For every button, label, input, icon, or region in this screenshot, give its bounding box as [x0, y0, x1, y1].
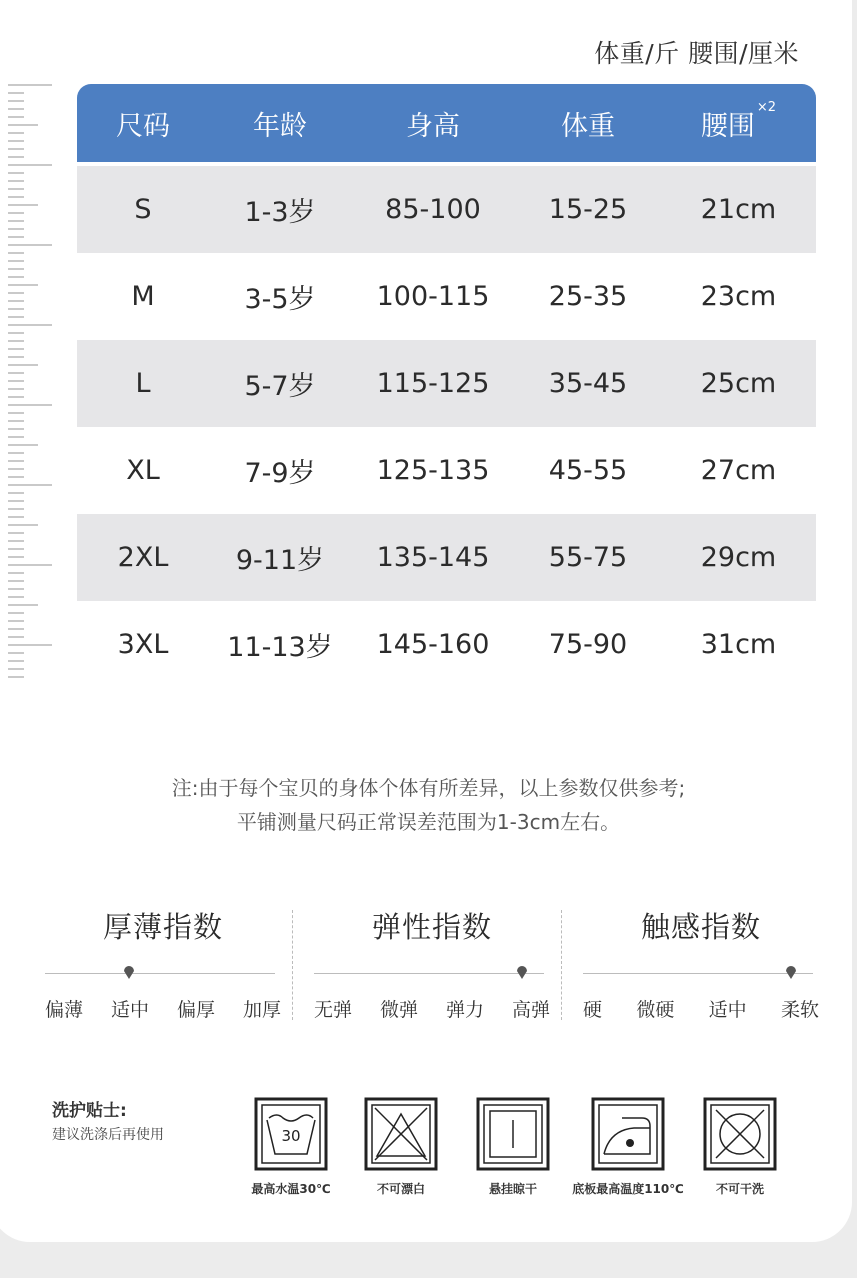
ruler-tick	[8, 332, 24, 334]
cell-size: XL	[126, 455, 160, 486]
size-table	[77, 84, 816, 688]
ruler-tick	[8, 484, 52, 486]
index-labels	[314, 995, 550, 1022]
index-marker-icon	[786, 965, 796, 979]
ruler-tick	[8, 244, 52, 246]
ruler-tick	[8, 300, 24, 302]
ruler-tick	[8, 460, 24, 462]
ruler-tick	[8, 532, 24, 534]
care-item-no-dry-clean	[680, 1096, 800, 1197]
index-label: 弹力	[445, 999, 484, 1021]
ruler-tick	[8, 308, 24, 310]
header-size: 尺码	[116, 110, 170, 142]
ruler-tick	[8, 524, 38, 526]
care-label: 不可漂白	[376, 1182, 425, 1196]
iron-icon	[590, 1096, 666, 1172]
table-body	[77, 166, 816, 688]
ruler-tick	[8, 588, 24, 590]
ruler-tick	[8, 516, 24, 518]
cell-weight: 75-90	[548, 629, 628, 660]
ruler-tick	[8, 356, 24, 358]
no-bleach-icon	[363, 1096, 439, 1172]
ruler-tick	[8, 100, 24, 102]
ruler-tick	[8, 140, 24, 142]
ruler-tick	[8, 412, 24, 414]
ruler-tick	[8, 468, 24, 470]
ruler-tick	[8, 108, 24, 110]
thickness-index-title: 厚薄指数	[102, 910, 223, 944]
care-item-wash	[231, 1096, 351, 1197]
cell-size: 3XL	[117, 629, 169, 660]
header-weight: 体重	[561, 110, 615, 142]
cell-waist: 25cm	[700, 368, 777, 399]
cell-age: 3-5岁	[244, 284, 316, 315]
ruler-tick	[8, 492, 24, 494]
ruler-tick	[8, 220, 24, 222]
header-waist-label: 腰围	[700, 110, 755, 142]
index-label: 高弹	[511, 999, 550, 1021]
cell-age: 11-13岁	[227, 632, 333, 663]
care-label: 最高水温30℃	[251, 1182, 331, 1196]
ruler-tick	[8, 84, 52, 86]
ruler-tick	[8, 580, 24, 582]
index-label: 适中	[708, 999, 747, 1021]
index-labels	[583, 995, 819, 1022]
index-label: 柔软	[780, 999, 819, 1021]
no-dry-clean-icon	[702, 1096, 778, 1172]
ruler-tick	[8, 116, 24, 118]
softness-index	[583, 905, 819, 1021]
care-subtitle: 建议洗涤后再使用	[52, 1127, 164, 1143]
ruler-tick	[8, 292, 24, 294]
ruler-tick	[8, 316, 24, 318]
index-scale-line	[45, 973, 275, 974]
ruler-tick	[8, 260, 24, 262]
index-separator	[292, 910, 293, 1020]
ruler-tick	[8, 172, 24, 174]
ruler-tick	[8, 396, 24, 398]
ruler-tick	[8, 228, 24, 230]
index-labels	[45, 995, 281, 1022]
ruler-tick	[8, 196, 24, 198]
cell-waist: 21cm	[700, 194, 777, 225]
softness-index-title: 触感指数	[640, 910, 761, 944]
ruler-tick	[8, 564, 52, 566]
waist-multiplier: ×2	[756, 99, 777, 115]
table-row	[77, 340, 816, 427]
ruler-tick	[8, 380, 24, 382]
ruler-tick	[8, 268, 24, 270]
cell-size: L	[135, 368, 151, 399]
table-row	[77, 601, 816, 688]
ruler-tick	[8, 612, 24, 614]
ruler-tick	[8, 452, 24, 454]
care-item-no-bleach	[341, 1096, 461, 1197]
cell-weight: 25-35	[548, 281, 628, 312]
cell-waist: 23cm	[700, 281, 777, 312]
ruler-tick	[8, 284, 38, 286]
index-scale-line	[314, 973, 544, 974]
table-row	[77, 427, 816, 514]
ruler-tick	[8, 548, 24, 550]
care-item-iron	[568, 1096, 688, 1197]
cell-waist: 31cm	[700, 629, 777, 660]
ruler-tick	[8, 236, 24, 238]
ruler-tick	[8, 404, 52, 406]
cell-age: 1-3岁	[244, 197, 316, 228]
table-header	[77, 84, 816, 162]
cell-waist: 27cm	[700, 455, 777, 486]
ruler-tick	[8, 252, 24, 254]
ruler-tick	[8, 180, 24, 182]
cell-height: 145-160	[376, 629, 490, 660]
cell-age: 9-11岁	[235, 545, 325, 576]
note-line-2: 平铺测量尺码正常误差范围为1-3cm左右。	[236, 810, 621, 834]
table-row	[77, 166, 816, 253]
index-label: 硬	[583, 999, 603, 1021]
ruler-tick	[8, 340, 24, 342]
index-label: 无弹	[314, 999, 353, 1021]
cell-height: 115-125	[376, 368, 490, 399]
ruler-tick	[8, 676, 24, 678]
ruler-tick	[8, 500, 24, 502]
index-label: 微硬	[636, 999, 675, 1021]
ruler-tick	[8, 652, 24, 654]
ruler-tick	[8, 508, 24, 510]
cell-weight: 55-75	[548, 542, 628, 573]
ruler-tick	[8, 420, 24, 422]
ruler-tick	[8, 660, 24, 662]
ruler-tick	[8, 620, 24, 622]
ruler-tick	[8, 204, 38, 206]
cell-height: 125-135	[376, 455, 490, 486]
ruler-tick	[8, 156, 24, 158]
ruler-tick	[8, 436, 24, 438]
elasticity-index	[314, 905, 550, 1021]
ruler-tick	[8, 276, 24, 278]
ruler-tick	[8, 188, 24, 190]
cell-weight: 45-55	[548, 455, 628, 486]
index-label: 适中	[110, 999, 149, 1021]
ruler-tick	[8, 124, 38, 126]
ruler-tick	[8, 476, 24, 478]
care-item-hang-dry	[453, 1096, 573, 1197]
table-row	[77, 514, 816, 601]
index-marker-icon	[517, 965, 527, 979]
wash-30-icon	[253, 1096, 329, 1172]
cell-size: S	[134, 194, 152, 225]
header-waist	[661, 99, 816, 143]
index-scale-line	[583, 973, 813, 974]
index-marker-icon	[124, 965, 134, 979]
hang-dry-icon	[475, 1096, 551, 1172]
note-line-1: 注:由于每个宝贝的身体个体有所差异，以上参数仅供参考;	[171, 776, 686, 800]
elasticity-index-title: 弹性指数	[371, 910, 492, 944]
index-label: 加厚	[242, 999, 281, 1021]
cell-weight: 15-25	[548, 194, 628, 225]
care-label: 不可干洗	[715, 1182, 764, 1196]
header-age: 年龄	[253, 110, 307, 142]
thickness-index	[45, 905, 281, 1021]
care-label: 底板最高温度110℃	[572, 1182, 684, 1196]
ruler-tick	[8, 428, 24, 430]
care-title: 洗护贴士:	[52, 1101, 127, 1121]
cell-weight: 35-45	[548, 368, 628, 399]
header-height: 身高	[406, 110, 460, 142]
ruler-tick	[8, 132, 24, 134]
cell-height: 85-100	[385, 194, 481, 225]
cell-size: M	[131, 281, 155, 312]
ruler-tick	[8, 164, 52, 166]
care-label: 悬挂晾干	[488, 1182, 537, 1196]
ruler-tick	[8, 388, 24, 390]
ruler-tick	[8, 572, 24, 574]
ruler-tick	[8, 444, 38, 446]
ruler-tick	[8, 556, 24, 558]
ruler-tick	[8, 364, 38, 366]
units-label: 体重/斤 腰围/厘米	[594, 39, 799, 68]
cell-height: 100-115	[376, 281, 490, 312]
index-separator	[561, 910, 562, 1020]
table-row	[77, 253, 816, 340]
ruler-tick	[8, 540, 24, 542]
cell-age: 7-9岁	[244, 458, 316, 489]
ruler-tick	[8, 324, 52, 326]
cell-size: 2XL	[117, 542, 169, 573]
wash-temp-text: 30	[281, 1127, 301, 1145]
cell-age: 5-7岁	[244, 371, 316, 402]
ruler-tick	[8, 348, 24, 350]
ruler-tick	[8, 636, 24, 638]
index-label: 微弹	[379, 999, 418, 1021]
ruler-tick	[8, 628, 24, 630]
ruler-tick	[8, 668, 24, 670]
ruler-tick	[8, 604, 38, 606]
cell-waist: 29cm	[700, 542, 777, 573]
ruler-decoration	[0, 84, 52, 682]
ruler-tick	[8, 596, 24, 598]
index-label: 偏薄	[45, 999, 84, 1021]
ruler-tick	[8, 212, 24, 214]
ruler-tick	[8, 372, 24, 374]
ruler-tick	[8, 148, 24, 150]
cell-height: 135-145	[376, 542, 490, 573]
ruler-tick	[8, 92, 24, 94]
index-label: 偏厚	[176, 999, 215, 1021]
ruler-tick	[8, 644, 52, 646]
